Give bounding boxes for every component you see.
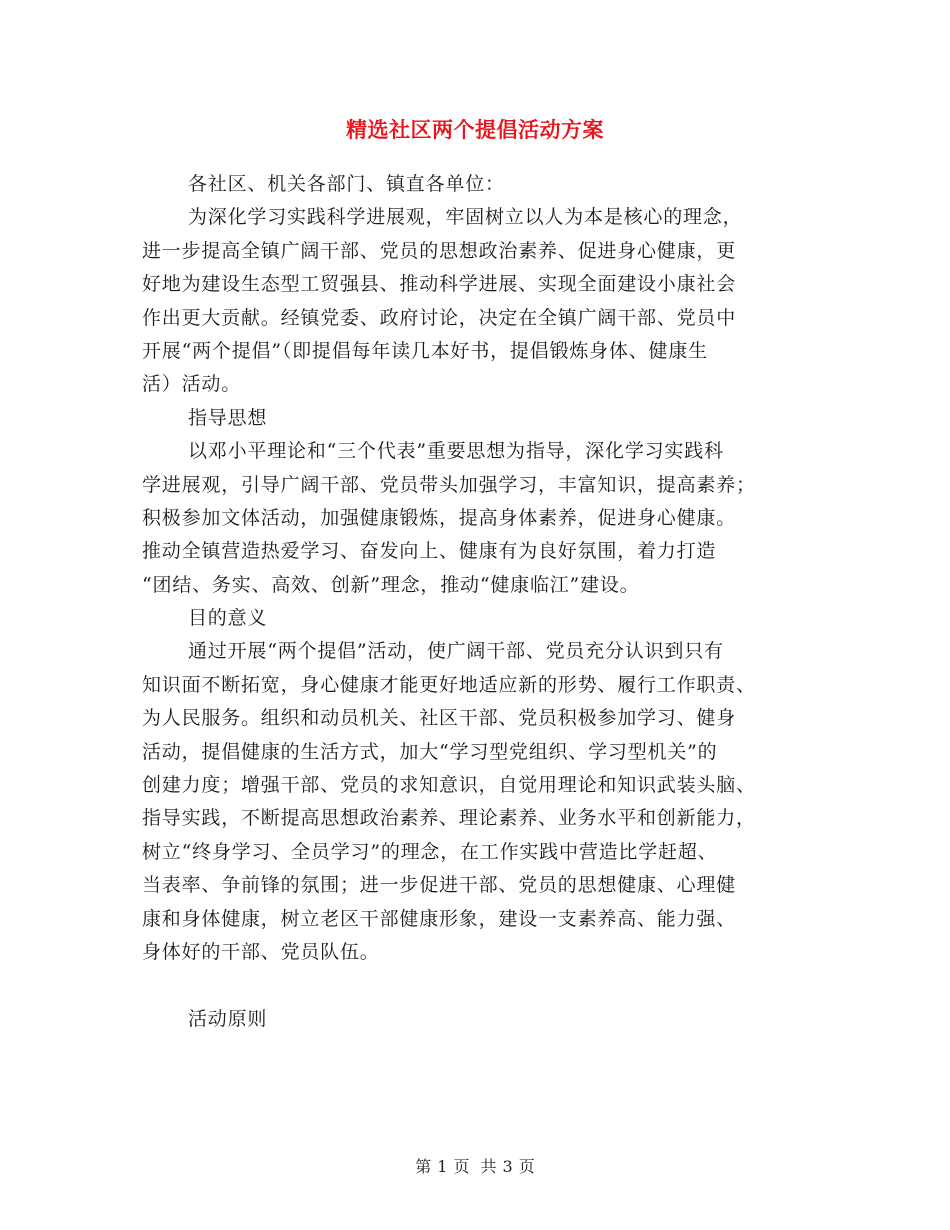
footer-current-page: 1 — [437, 1157, 448, 1176]
text-line: 目的意义 — [188, 607, 268, 630]
text-line: 康和身体健康，树立老区干部健康形象，建设一支素养高、能力强、 — [142, 907, 737, 930]
text-line: 活）活动。 — [142, 373, 242, 396]
text-line: 推动全镇营造热爱学习、奋发向上、健康有为良好氛围，着力打造 — [142, 540, 717, 563]
text-line: 为人民服务。组织和动员机关、社区干部、党员积极参加学习、健身 — [142, 707, 737, 730]
text-line: 知识面不断拓宽，身心健康才能更好地适应新的形势、履行工作职责、 — [142, 673, 756, 696]
text-line: 通过开展“两个提倡”活动，使广阔干部、党员充分认识到只有 — [188, 640, 724, 663]
footer-total-pages: 3 — [502, 1157, 513, 1176]
text-line: 好地为建设生态型工贸强县、推动科学进展、实现全面建设小康社会 — [142, 273, 737, 296]
text-line: “团结、务实、高效、创新”理念，推动“健康临江”建设。 — [142, 573, 640, 596]
footer-mid: 页 共 — [453, 1157, 497, 1176]
text-line: 开展“两个提倡”（即提倡每年读几本好书，提倡锻炼身体、健康生 — [142, 339, 708, 362]
text-line: 各社区、机关各部门、镇直各单位： — [188, 173, 505, 195]
text-line: 作出更大贡献。经镇党委、政府讨论，决定在全镇广阔干部、党员中 — [142, 306, 737, 329]
footer-suffix: 页 — [518, 1157, 535, 1176]
text-line: 当表率、争前锋的氛围；进一步促进干部、党员的思想健康、心理健 — [142, 874, 737, 897]
text-line: 创建力度；增强干部、党员的求知意识，自觉用理论和知识武装头脑、 — [142, 774, 756, 797]
text-line: 积极参加文体活动，加强健康锻炼，提高身体素养，促进身心健康。 — [142, 506, 737, 529]
text-line: 为深化学习实践科学进展观，牢固树立以人为本是核心的理念， — [188, 206, 743, 229]
text-line: 活动原则 — [188, 1007, 268, 1030]
text-line: 树立“终身学习、全员学习”的理念，在工作实践中营造比学赶超、 — [142, 840, 718, 863]
footer-prefix: 第 — [415, 1157, 432, 1176]
text-line: 身体好的干部、党员队伍。 — [142, 940, 380, 963]
text-line: 学进展观，引导广阔干部、党员带头加强学习，丰富知识，提高素养； — [142, 473, 756, 496]
document-body — [142, 168, 822, 1036]
text-line: 指导实践，不断提高思想政治素养、理论素养、业务水平和创新能力， — [142, 807, 756, 830]
text-line: 指导思想 — [188, 406, 268, 429]
text-line: 进一步提高全镇广阔干部、党员的思想政治素养、促进身心健康，更 — [142, 239, 737, 262]
document-title: 精选社区两个提倡活动方案 — [346, 117, 604, 142]
page-footer — [0, 1154, 950, 1177]
blank-line — [142, 969, 822, 1002]
text-line: 活动，提倡健康的生活方式，加大“学习型党组织、学习型机关”的 — [142, 740, 718, 763]
text-line: 以邓小平理论和“三个代表”重要思想为指导，深化学习实践科 — [188, 440, 724, 463]
